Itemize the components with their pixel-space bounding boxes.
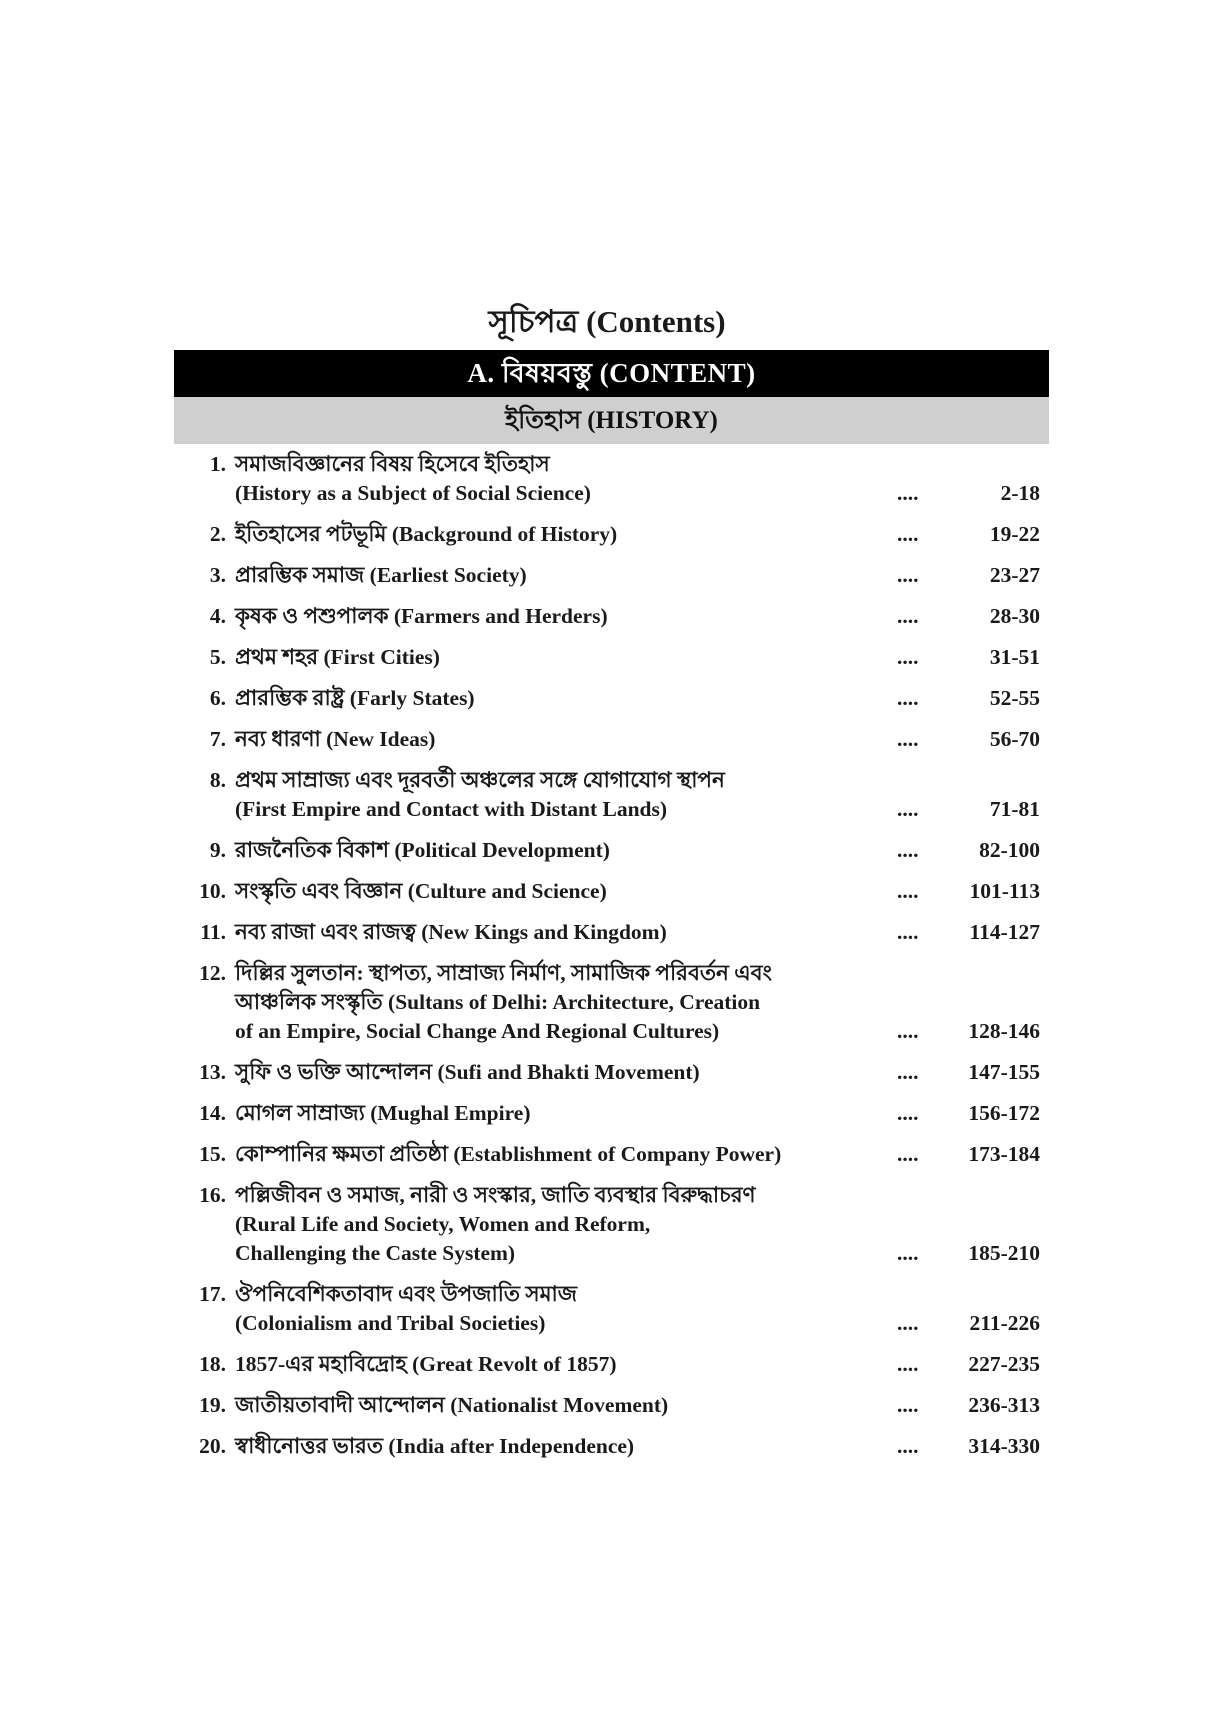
entry-title-line: কোম্পানির ক্ষমতা প্রতিষ্ঠা (Establishment of Company Power) (235, 1142, 782, 1166)
entry-title (235, 520, 835, 549)
entry-title (235, 561, 835, 590)
entry-number: 18. (199, 1352, 226, 1376)
entry-title (235, 1181, 835, 1268)
subsection-header: ইতিহাস (HISTORY) (174, 397, 1049, 444)
entry-number: 4. (209, 604, 226, 628)
entry-title-line: আঞ্চলিক সংস্কৃতি (Sultans of Delhi: Architecture, Creation (235, 990, 761, 1014)
page-range: 28-30 (989, 604, 1040, 628)
entry-title-line: প্রারম্ভিক রাষ্ট্র (Farly States) (235, 686, 475, 710)
toc-entry (174, 520, 1040, 549)
page-range: 185-210 (968, 1241, 1040, 1265)
entry-title-line: ইতিহাসের পটভূমি (Background of History) (235, 522, 618, 546)
leader-dots: .... (897, 1019, 919, 1043)
entry-number: 7. (209, 727, 226, 751)
page-range: 31-51 (989, 645, 1040, 669)
entry-title-line: 1857-এর মহাবিদ্রোহ (Great Revolt of 1857) (235, 1352, 617, 1376)
page-range: 236-313 (968, 1393, 1040, 1417)
page-range: 2-18 (1000, 481, 1040, 505)
entry-title (235, 766, 835, 824)
page-range: 82-100 (979, 838, 1040, 862)
leader-dots: .... (897, 1142, 919, 1166)
toc-entry (174, 1140, 1040, 1169)
toc-entry (174, 1391, 1040, 1420)
entry-number: 3. (209, 563, 226, 587)
toc-entry (174, 450, 1040, 508)
entry-title (235, 1350, 835, 1379)
entry-title (235, 1280, 835, 1338)
entry-title-line: প্রথম শহর (First Cities) (235, 645, 440, 669)
entry-title-line: প্রথম সাম্রাজ্য এবং দূরবর্তী অঞ্চলের সঙ্গে যোগাযোগ স্থাপন (235, 768, 725, 792)
entry-title-line: রাজনৈতিক বিকাশ (Political Development) (235, 838, 610, 862)
toc-entry (174, 643, 1040, 672)
entry-title (235, 725, 835, 754)
entry-title-line: নব্য ধারণা (New Ideas) (235, 727, 436, 751)
entry-title-line: সমাজবিজ্ঞানের বিষয় হিসেবে ইতিহাস (235, 452, 550, 476)
entry-number: 15. (199, 1142, 226, 1166)
leader-dots: .... (897, 727, 919, 751)
section-header: A. বিষয়বস্তু (CONTENT) (174, 350, 1049, 397)
toc-entry (174, 766, 1040, 824)
entry-title (235, 684, 835, 713)
entry-title (235, 1099, 835, 1128)
entry-title-line: ঔপনিবেশিকতাবাদ এবং উপজাতি সমাজ (235, 1282, 578, 1306)
entry-title (235, 1140, 835, 1169)
entry-title (235, 1391, 835, 1420)
toc-entry (174, 1181, 1040, 1268)
toc-entry (174, 1280, 1040, 1338)
leader-dots: .... (897, 645, 919, 669)
page-range: 173-184 (968, 1142, 1040, 1166)
entry-title-line: স্বাধীনোত্তর ভারত (India after Independence) (235, 1434, 635, 1458)
entry-number: 2. (209, 522, 226, 546)
page-range: 71-81 (989, 797, 1040, 821)
page-range: 128-146 (968, 1019, 1040, 1043)
page-range: 211-226 (969, 1311, 1040, 1335)
entry-number: 16. (199, 1183, 226, 1207)
entry-number: 17. (199, 1282, 226, 1306)
leader-dots: .... (897, 686, 919, 710)
page-range: 101-113 (969, 879, 1040, 903)
leader-dots: .... (897, 1434, 919, 1458)
entry-title (235, 450, 835, 508)
leader-dots: .... (897, 522, 919, 546)
leader-dots: .... (897, 1101, 919, 1125)
page-range: 314-330 (968, 1434, 1040, 1458)
entry-title (235, 1432, 835, 1461)
toc-entry (174, 1350, 1040, 1379)
entry-number: 10. (199, 879, 226, 903)
entry-title-line: পল্লিজীবন ও সমাজ, নারী ও সংস্কার, জাতি ব্যবস্থার বিরুদ্ধাচরণ (235, 1183, 756, 1207)
entry-number: 14. (199, 1101, 226, 1125)
toc-entry (174, 602, 1040, 631)
leader-dots: .... (897, 1060, 919, 1084)
toc-entry (174, 1099, 1040, 1128)
page-range: 227-235 (968, 1352, 1040, 1376)
entry-number: 8. (209, 768, 226, 792)
entry-title (235, 918, 835, 947)
entry-title (235, 602, 835, 631)
toc-entry (174, 1432, 1040, 1461)
entry-number: 19. (199, 1393, 226, 1417)
entry-number: 13. (199, 1060, 226, 1084)
entry-title-line: Challenging the Caste System) (235, 1241, 516, 1265)
page-range: 19-22 (989, 522, 1040, 546)
entry-title-line: প্রারম্ভিক সমাজ (Earliest Society) (235, 563, 527, 587)
leader-dots: .... (897, 604, 919, 628)
toc-entry (174, 836, 1040, 865)
page-range: 156-172 (968, 1101, 1040, 1125)
page-range: 114-127 (969, 920, 1040, 944)
entry-title-line: (Colonialism and Tribal Societies) (235, 1311, 546, 1335)
leader-dots: .... (897, 797, 919, 821)
entry-number: 9. (209, 838, 226, 862)
leader-dots: .... (897, 481, 919, 505)
contents-list (174, 450, 1040, 1473)
entry-number: 20. (199, 1434, 226, 1458)
page-range: 56-70 (989, 727, 1040, 751)
entry-title-line: (Rural Life and Society, Women and Reform, (235, 1212, 651, 1236)
toc-entry (174, 918, 1040, 947)
leader-dots: .... (897, 879, 919, 903)
toc-entry (174, 725, 1040, 754)
leader-dots: .... (897, 1393, 919, 1417)
entry-title (235, 836, 835, 865)
entry-title (235, 1058, 835, 1087)
toc-entry (174, 561, 1040, 590)
toc-entry (174, 1058, 1040, 1087)
entry-title-line: (First Empire and Contact with Distant Lands) (235, 797, 668, 821)
leader-dots: .... (897, 920, 919, 944)
leader-dots: .... (897, 563, 919, 587)
entry-number: 11. (200, 920, 226, 944)
entry-title-line: মোগল সাম্রাজ্য (Mughal Empire) (235, 1101, 531, 1125)
leader-dots: .... (897, 1352, 919, 1376)
entry-title (235, 959, 835, 1046)
entry-number: 1. (209, 452, 226, 476)
page-range: 52-55 (989, 686, 1040, 710)
leader-dots: .... (897, 1241, 919, 1265)
entry-number: 6. (209, 686, 226, 710)
entry-title-line: জাতীয়তাবাদী আন্দোলন (Nationalist Movement) (235, 1393, 669, 1417)
toc-entry (174, 959, 1040, 1046)
entry-title-line: নব্য রাজা এবং রাজত্ব (New Kings and Kingdom) (235, 920, 667, 944)
entry-number: 5. (209, 645, 226, 669)
entry-title (235, 643, 835, 672)
toc-entry (174, 684, 1040, 713)
toc-entry (174, 877, 1040, 906)
entry-title-line: দিল্লির সুলতান: স্থাপত্য, সাম্রাজ্য নির্মাণ, সামাজিক পরিবর্তন এবং (235, 961, 772, 985)
entry-title-line: সুফি ও ভক্তি আন্দোলন (Sufi and Bhakti Movement) (235, 1060, 700, 1084)
entry-title (235, 877, 835, 906)
entry-number: 12. (199, 961, 226, 985)
entry-title-line: সংস্কৃতি এবং বিজ্ঞান (Culture and Science) (235, 879, 607, 903)
page-title: সূচিপত্র (Contents) (488, 304, 726, 339)
entry-title-line: কৃষক ও পশুপালক (Farmers and Herders) (235, 604, 608, 628)
entry-title-line: (History as a Subject of Social Science) (235, 481, 591, 505)
leader-dots: .... (897, 1311, 919, 1335)
page-range: 147-155 (968, 1060, 1040, 1084)
leader-dots: .... (897, 838, 919, 862)
entry-title-line: of an Empire, Social Change And Regional Cultures) (235, 1019, 720, 1043)
page-range: 23-27 (989, 563, 1040, 587)
